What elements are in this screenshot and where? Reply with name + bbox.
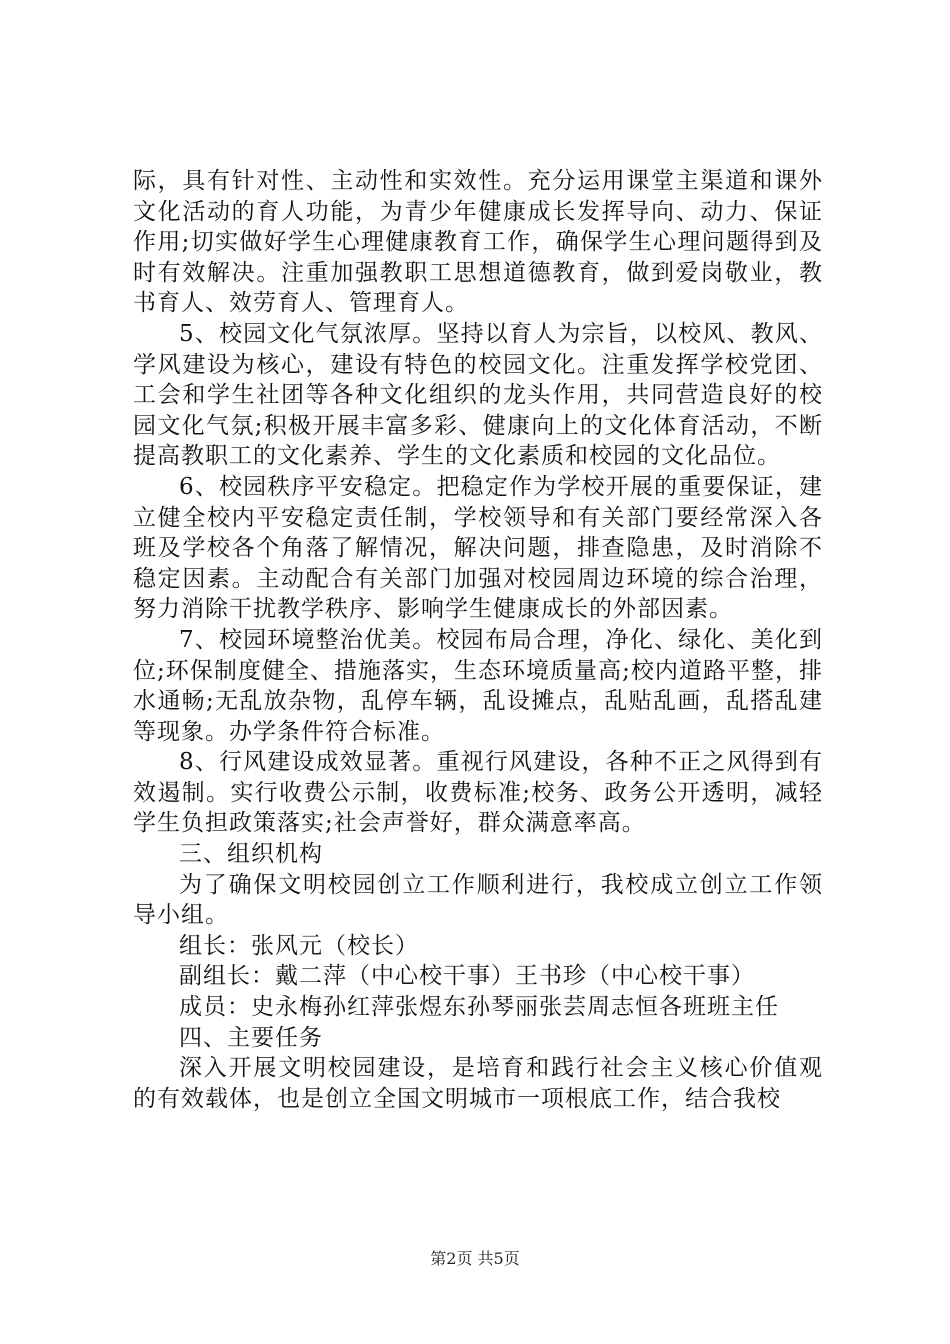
paragraph-main-tasks: 深入开展文明校园建设，是培育和践行社会主义核心价值观的有效载体，也是创立全国文明城市一项根底工作，结合我校 <box>133 1055 823 1112</box>
paragraph-deputy-leaders: 副组长：戴二萍（中心校干事）王书珍（中心校干事） <box>179 963 755 990</box>
paragraph-item-7: 7、校园环境整治优美。校园布局合理，净化、绿化、美化到位;环保制度健全、措施落实，生态环境质量高;校内道路平整，排水通畅;无乱放杂物，乱停车辆，乱设摊点，乱贴乱画，乱搭乱建等现象。办学条件符合标准。 <box>133 626 823 745</box>
paragraph-item-5: 5、校园文化气氛浓厚。坚持以育人为宗旨，以校风、教风、学风建设为核心，建设有特色的校园文化。注重发挥学校党团、工会和学生社团等各种文化组织的龙头作用，共同营造良好的校园文化气氛;积极开展丰富多彩、健康向上的文化体育活动，不断提高教职工的文化素养、学生的文化素质和校园的文化品位。 <box>133 320 823 470</box>
paragraph-members: 成员：史永梅孙红萍张煜东孙琴丽张芸周志恒各班班主任 <box>179 994 779 1021</box>
paragraph-continuation: 际，具有针对性、主动性和实效性。充分运用课堂主渠道和课外文化活动的育人功能，为青少年健康成长发挥导向、动力、保证作用;切实做好学生心理健康教育工作，确保学生心理问题得到及时有效解决。注重加强教职工思想道德教育，做到爱岗敬业，教书育人、效劳育人、管理育人。 <box>133 168 823 317</box>
section-heading-main-tasks: 四、主要任务 <box>179 1024 323 1051</box>
paragraph-item-6: 6、校园秩序平安稳定。把稳定作为学校开展的重要保证，建立健全校内平安稳定责任制，学校领导和有关部门要经常深入各班及学校各个角落了解情况，解决问题，排查隐患，及时消除不稳定因素。主动配合有关部门加强对校园周边环境的综合治理，努力消除干扰教学秩序、影响学生健康成长的外部因素。 <box>133 473 823 623</box>
section-heading-organization: 三、组织机构 <box>179 841 323 868</box>
paragraph-organization-intro: 为了确保文明校园创立工作顺利进行，我校成立创立工作领导小组。 <box>133 871 823 929</box>
paragraph-group-leader: 组长：张风元（校长） <box>179 932 419 959</box>
paragraph-item-8: 8、行风建设成效显著。重视行风建设，各种不正之风得到有效遏制。实行收费公示制，收费标准;校务、政务公开透明，减轻学生负担政策落实;社会声誉好，群众满意率高。 <box>133 749 823 837</box>
document-body <box>133 166 823 1114</box>
page-number-footer: 第2页 共5页 <box>430 1249 520 1268</box>
